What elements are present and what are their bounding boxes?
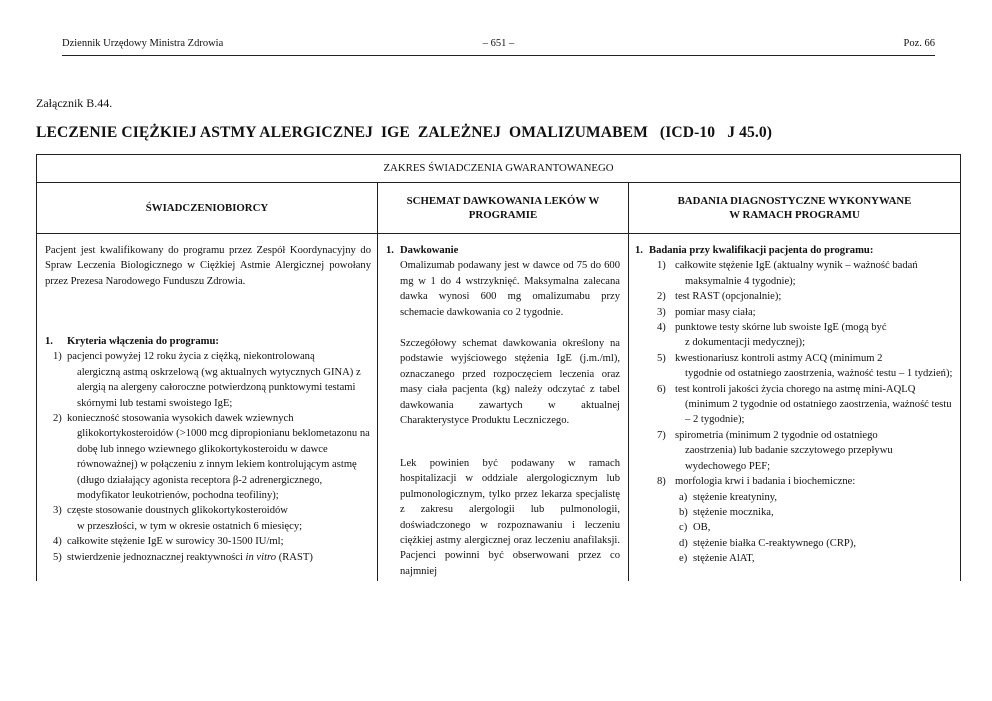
inclusion-criteria [45, 334, 371, 565]
item-text-continued: maksymalnie 4 tygodnie); [685, 275, 796, 287]
column-header-beneficiaries [37, 183, 377, 234]
column-header-diagnostics [629, 183, 960, 234]
sub-item-letter: a) [679, 491, 688, 503]
item-text: punktowe testy skórne lub swoiste IgE (mogą być [675, 322, 887, 334]
list-item [45, 411, 371, 503]
item-text-continued: w przeszłości, w tym w okresie ostatnich 6 miesięcy; [77, 520, 303, 532]
document-title: LECZENIE CIĘŻKIEJ ASTMY ALERGICZNEJ IGE ZALEŻNEJ OMALIZUMABEM (ICD-10 J 45.0) [36, 124, 773, 141]
item-number: 6) [657, 383, 666, 395]
item-text: spirometria (minimum 2 tygodnie od ostatniego [675, 429, 878, 441]
section-number: 1. [635, 245, 643, 256]
dosage-heading [386, 243, 620, 258]
item-text-continued: (minimum 2 tygodnie od ostatniego zaostrzenia, ważność testu – 2 tygodnie); [685, 399, 952, 426]
list-item [45, 534, 371, 549]
qualification-intro: Pacjent jest kwalifikowany do programu przez Zespół Koordynacyjny do Spraw Leczenia Biologicznego w Ciężkiej Astmie Alergicznej powołany przez Prezesa Narodowego Funduszu Zdrowia. [45, 245, 371, 287]
item-number: 3) [657, 306, 666, 318]
sub-item-text: stężenie mocznika, [693, 506, 774, 518]
sub-item [635, 536, 954, 551]
item-text: częste stosowanie doustnych glikokortykosteroidów [67, 505, 288, 517]
item-text: konieczność stosowania wysokich dawek wziewnych [67, 413, 294, 425]
section-number: 1. [386, 245, 394, 256]
administration-text: Lek powinien być podawany w ramach hospitalizacji w oddziale alergologicznym lub pulmonologicznym, tylko przez lekarza specjalistę z zakresu alergologii lub pulmonologii, doświadczonego w rozpoznawaniu i leczeniu ciężkiej astmy alergicznej oraz leczeniu anafilaksji. Pacjenci powinni być obserwowani przez co najmniej [400, 458, 620, 577]
header-rule [62, 55, 935, 56]
list-item [635, 305, 954, 320]
item-number: 3) [53, 505, 62, 517]
page-number: – 651 – [482, 38, 515, 49]
sub-item-text: stężenie AlAT, [693, 553, 755, 565]
column-header-dosage [378, 183, 628, 234]
dosage-schedule-text: Szczegółowy schemat dawkowania określony na podstawie wyjściowego stężenia IgE (j.m./ml), oznaczanego przed rozpoczęciem leczenia oraz masy ciała pacjenta (kg) należy odczytać z tabel dawkowania zawartych w aktualnej Charakterystyce Produktu Leczniczego. [400, 338, 620, 427]
item-text: morfologia krwi i badania i biochemiczne: [675, 476, 856, 488]
item-text: pacjenci powyżej 12 roku życia z ciężką, niekontrolowaną [67, 351, 315, 363]
item-number: 2) [657, 291, 666, 303]
qualification-tests [635, 243, 954, 567]
column-title: SCHEMAT DAWKOWANIA LEKÓW W PROGRAMIE [406, 195, 600, 221]
sub-item-letter: e) [679, 553, 688, 565]
item-number: 4) [53, 536, 62, 548]
sub-item [635, 490, 954, 505]
annex-label: Załącznik B.44. [36, 96, 113, 110]
item-text: całkowite stężenie IgE (aktualny wynik – ważność badań [675, 260, 918, 272]
page-header [62, 38, 935, 52]
list-item [45, 503, 371, 534]
item-number: 2) [53, 413, 62, 425]
list-item [635, 320, 954, 351]
list-item [45, 550, 371, 565]
list-item [635, 289, 954, 304]
dosage-section [386, 243, 620, 320]
section-title: Badania przy kwalifikacji pacjenta do programu: [649, 245, 874, 256]
item-text-continued: alergiczną astmą oskrzelową (wg aktualnych wytycznych GINA) z alergią na alergeny całoroczne potwierdzoną punktowymi testami skórnymi lub testami swoistego IgE; [77, 366, 361, 409]
item-number: 5) [657, 352, 666, 364]
sub-item-text: stężenie kreatyniny, [693, 491, 778, 503]
item-number: 8) [657, 476, 666, 488]
item-number: 4) [657, 322, 666, 334]
item-text-continued: z dokumentacji medycznej); [685, 337, 806, 349]
section-title: Dawkowanie [400, 245, 459, 256]
item-text: test kontroli jakości życia chorego na astmę mini-AQLQ [675, 383, 916, 395]
column-title: BADANIA DIAGNOSTYCZNE WYKONYWANE W RAMACH PROGRAMU [677, 195, 912, 221]
item-number: 5) [53, 551, 62, 563]
item-number: 1) [53, 351, 62, 363]
section-number: 1. [45, 336, 53, 347]
list-item [635, 428, 954, 474]
table-caption: ZAKRES ŚWIADCZENIA GWARANTOWANEGO [37, 155, 960, 183]
program-table [36, 154, 961, 581]
journal-name: Dziennik Urzędowy Ministra Zdrowia [62, 38, 224, 49]
item-text [67, 550, 371, 565]
item-text-part: stwierdzenie jednoznacznej reaktywności [67, 551, 246, 563]
tests-heading [635, 243, 954, 258]
section-title: Kryteria włączenia do programu: [67, 336, 219, 347]
list-item [635, 258, 954, 289]
position-number: Poz. 66 [903, 38, 935, 49]
list-item [635, 474, 954, 489]
column-title: ŚWIADCZENIOBIORCY [145, 202, 269, 214]
list-item [635, 351, 954, 382]
item-text: test RAST (opcjonalnie); [675, 291, 782, 303]
item-text: całkowite stężenie IgE w surowicy 30-1500 IU/ml; [67, 536, 284, 548]
dosage-column [378, 183, 629, 581]
sub-item-letter: d) [679, 537, 688, 549]
list-item [635, 382, 954, 428]
item-text-continued: zaostrzenia) lub badanie szczytowego przepływu wydechowego PEF; [685, 445, 893, 472]
item-number: 7) [657, 429, 666, 441]
sub-item-letter: c) [679, 522, 688, 534]
item-text-italic: in vitro [245, 551, 277, 563]
item-text-continued: glikokortykosteroidów (>1000 mcg dipropionianu beklometazonu na dobę lub innego wziewnego glikokortykosteroidu w dawce równoważnej) w połączeniu z innym lekiem kontrolującym astmę (długo działający agonista receptora β-2 adrenergicznego, modyfikator leukotrienów, pochodna teofiliny); [77, 428, 370, 502]
sub-item [635, 505, 954, 520]
dosage-text: Omalizumab podawany jest w dawce od 75 do 600 mg w 1 do 4 wstrzyknięć. Maksymalna zalecana dawka wynosi 600 mg omalizumabu przy schemacie dawkowania co 2 tygodnie. [400, 260, 620, 318]
item-text-part: (RAST) [276, 551, 313, 563]
item-text-continued: tygodnie od ostatniego zaostrzenia, ważność testu – 1 tydzień); [685, 368, 953, 380]
sub-item-text: OB, [693, 522, 711, 534]
sub-item [635, 520, 954, 535]
item-text: pomiar masy ciała; [675, 306, 756, 318]
sub-item [635, 551, 954, 566]
list-item [45, 349, 371, 411]
sub-item-letter: b) [679, 506, 688, 518]
sub-item-text: stężenie białka C-reaktywnego (CRP), [693, 537, 856, 549]
criteria-heading [45, 334, 371, 349]
beneficiaries-column [37, 183, 378, 581]
item-text: kwestionariusz kontroli astmy ACQ (minimum 2 [675, 352, 883, 364]
item-number: 1) [657, 260, 666, 272]
diagnostics-column [629, 183, 960, 581]
